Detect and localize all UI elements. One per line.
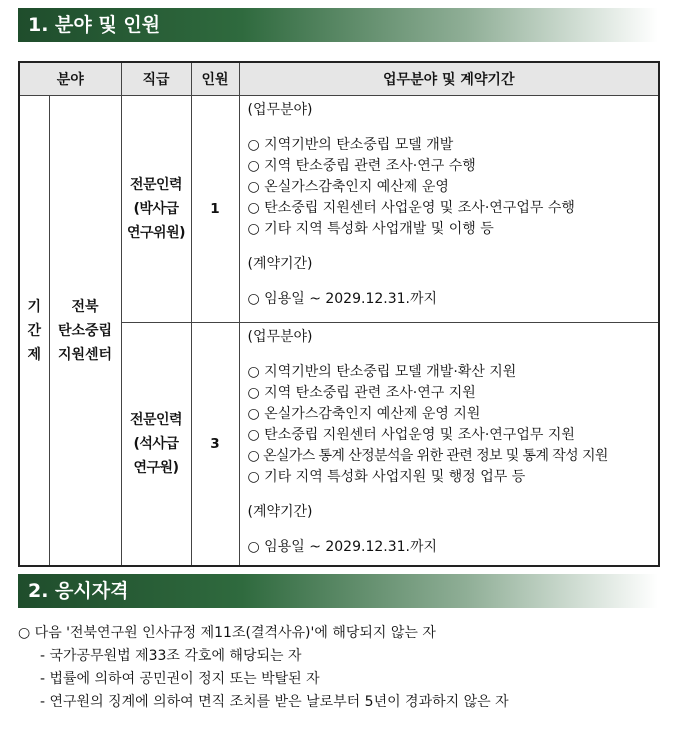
rank-line: 연구원) [133,460,179,476]
category-char: 제 [27,346,42,363]
duty-item: ○ 탄소중립 지원센터 사업운영 및 조사·연구업무 수행 [247,200,575,216]
qualification-item: - 법률에 의하여 공민권이 정지 또는 박탈된 자 [40,671,320,687]
count-cell: 1 [191,96,239,323]
duty-item: ○ 기타 지역 특성화 사업지원 및 행정 업무 등 [247,469,526,485]
category-char: 간 [27,322,42,339]
category-cell [19,96,49,567]
section-1-title: 1. 분야 및 인원 [28,14,161,36]
duty-item: ○ 온실가스감축인지 예산제 운영 지원 [247,406,481,422]
duty-label: (업무분야) [247,102,313,118]
duty-item: ○ 지역기반의 탄소중립 모델 개발·확산 지원 [247,364,517,380]
qualification-item: - 연구원의 징계에 의하여 면직 조치를 받은 날로부터 5년이 경과하지 않은 자 [40,694,509,710]
table-row [19,96,659,323]
rank-line: 전문인력 [129,412,183,428]
rank-line: 전문인력 [129,177,183,193]
section-2-header [18,574,658,608]
rank-line: (석사급 [133,436,179,452]
recruitment-table [18,61,660,567]
dept-line: 전북 [71,298,99,315]
section-2-title: 2. 응시자격 [28,580,129,602]
rank-line: (박사급 [133,201,179,217]
duty-item: ○ 지역 탄소중립 관련 조사·연구 지원 [247,385,476,401]
category-char: 기 [27,298,42,315]
duty-item: ○ 기타 지역 특성화 사업개발 및 이행 등 [247,221,494,237]
period-label: (계약기간) [247,256,313,272]
table-header-row [19,62,659,96]
duty-item: ○ 탄소중립 지원센터 사업운영 및 조사·연구업무 지원 [247,427,575,443]
section-1-header [18,8,658,42]
duty-cell [239,96,659,323]
qualification-item: - 국가공무원법 제33조 각호에 해당되는 자 [40,648,302,664]
duty-cell [239,323,659,567]
count-cell: 3 [191,323,239,567]
period-label: (계약기간) [247,504,313,520]
header-count: 인원 [191,62,239,96]
duty-label: (업무분야) [247,329,313,345]
duty-item: ○ 온실가스감축인지 예산제 운영 [247,179,449,195]
rank-cell [121,323,191,567]
dept-line: 지원센터 [57,346,113,363]
dept-line: 탄소중립 [57,322,113,339]
period-item: ○ 임용일 ~ 2029.12.31.까지 [247,539,438,555]
dept-cell [49,96,121,567]
duty-item: ○ 온실가스 통계 산정분석을 위한 관련 정보 및 통계 작성 지원 [247,448,608,464]
header-duty: 업무분야 및 계약기간 [239,62,659,96]
qualification-main: ○ 다음 '전북연구원 인사규정 제11조(결격사유)'에 해당되지 않는 자 [18,625,436,641]
rank-cell [121,96,191,323]
period-item: ○ 임용일 ~ 2029.12.31.까지 [247,291,438,307]
duty-item: ○ 지역 탄소중립 관련 조사·연구 수행 [247,158,476,174]
qualifications [18,621,668,714]
header-field: 분야 [19,62,121,96]
duty-item: ○ 지역기반의 탄소중립 모델 개발 [247,137,454,153]
rank-line: 연구위원) [127,225,185,241]
header-rank: 직급 [121,62,191,96]
